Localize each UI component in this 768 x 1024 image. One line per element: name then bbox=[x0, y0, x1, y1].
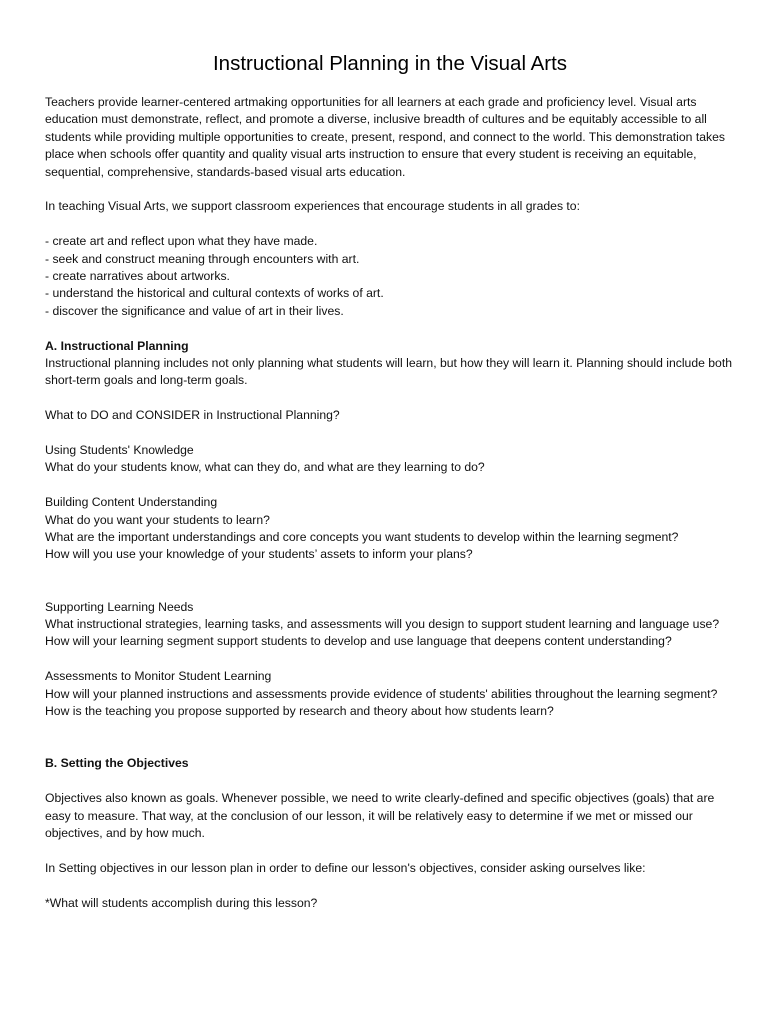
group-using-knowledge bbox=[45, 442, 735, 477]
section-a-body: Instructional planning includes not only planning what students will learn, but how they will learn it. Planning should include both short-term goals and long-term goals. bbox=[45, 356, 732, 388]
group-building-content bbox=[45, 494, 735, 564]
section-b bbox=[45, 755, 735, 912]
group-supporting-needs bbox=[45, 599, 735, 651]
section-b-heading: B. Setting the Objectives bbox=[45, 756, 189, 771]
group-line: How is the teaching you propose supported by research and theory about how students learn? bbox=[45, 704, 554, 719]
group-line: What do you want your students to learn? bbox=[45, 512, 270, 527]
bullet-item: - understand the historical and cultural contexts of works of art. bbox=[45, 286, 384, 301]
section-b-lead-in: In Setting objectives in our lesson plan in order to define our lesson's objectives, consider asking ourselves like: bbox=[45, 860, 646, 875]
section-b-question: *What will students accomplish during this lesson? bbox=[45, 895, 318, 910]
intro-paragraph: Teachers provide learner-centered artmaking opportunities for all learners at each grade and proficiency level. Visual arts education must demonstrate, reflect, and promote a diverse, inclusive breadth of cultures and be equitably accessible to all students while providing multiple opportunities to create, present, respond, and connect to the world. This demonstration takes place when schools offer quantity and quality visual arts instruction to ensure that every student is receiving an equitable, sequential, comprehensive, standards-based visual arts education. bbox=[45, 95, 725, 179]
bullet-list bbox=[45, 233, 735, 320]
group-heading: Assessments to Monitor Student Learning bbox=[45, 669, 272, 684]
bullet-item: - discover the significance and value of art in their lives. bbox=[45, 303, 344, 318]
group-heading: Supporting Learning Needs bbox=[45, 599, 194, 614]
section-a-heading: A. Instructional Planning bbox=[45, 338, 189, 353]
section-a bbox=[45, 338, 735, 721]
group-line: How will you use your knowledge of your students’ assets to inform your plans? bbox=[45, 547, 473, 562]
bullet-item: - seek and construct meaning through encounters with art. bbox=[45, 251, 360, 266]
group-assessments bbox=[45, 668, 735, 720]
group-heading: Building Content Understanding bbox=[45, 495, 218, 510]
group-line: How will your learning segment support students to develop and use language that deepens content understanding? bbox=[45, 634, 672, 649]
document-title: Instructional Planning in the Visual Arts bbox=[212, 52, 568, 75]
group-heading: Using Students' Knowledge bbox=[45, 443, 194, 458]
group-line: What are the important understandings and core concepts you want students to develop within the learning segment? bbox=[45, 530, 679, 545]
teaching-intro: In teaching Visual Arts, we support classroom experiences that encourage students in all grades to: bbox=[45, 199, 580, 214]
group-line: How will your planned instructions and assessments provide evidence of students' abilities throughout the learning segment? bbox=[45, 686, 718, 701]
section-a-question: What to DO and CONSIDER in Instructional Planning? bbox=[45, 408, 340, 423]
group-line: What instructional strategies, learning tasks, and assessments will you design to support student learning and language use? bbox=[45, 617, 720, 632]
bullet-item: - create art and reflect upon what they have made. bbox=[45, 234, 318, 249]
section-b-body: Objectives also known as goals. Whenever possible, we need to write clearly-defined and specific objectives (goals) that are easy to measure. That way, at the conclusion of our lesson, it will be relatively easy to determine if we met or missed our objectives, and by how much. bbox=[45, 791, 715, 840]
group-line: What do your students know, what can they do, and what are they learning to do? bbox=[45, 460, 485, 475]
document-page bbox=[45, 50, 735, 912]
bullet-item: - create narratives about artworks. bbox=[45, 269, 230, 284]
